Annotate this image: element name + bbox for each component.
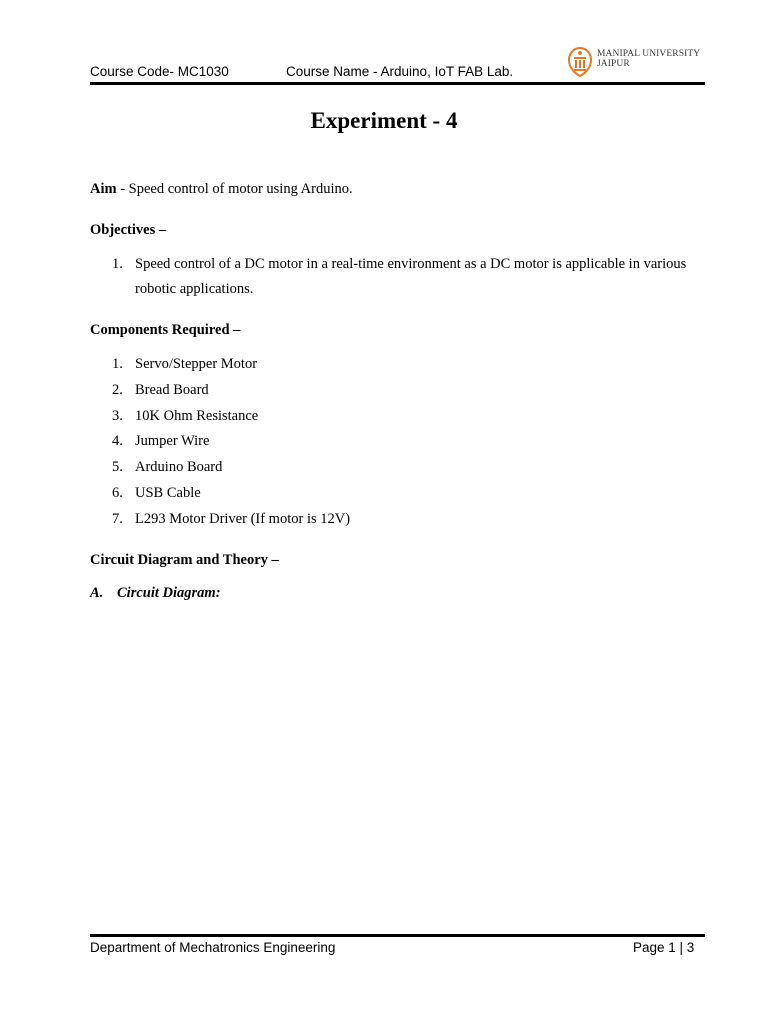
component-item	[112, 432, 209, 450]
component-item	[112, 355, 257, 373]
component-item	[112, 381, 209, 399]
component-item	[112, 458, 222, 476]
components-heading: Components Required –	[90, 322, 241, 338]
subheading-text: Circuit Diagram:	[117, 585, 221, 601]
objective-item	[112, 255, 686, 273]
aim-text: - Speed control of motor using Arduino.	[116, 181, 353, 197]
component-text: 10K Ohm Resistance	[135, 408, 259, 424]
component-text: Jumper Wire	[135, 433, 210, 449]
list-number: 1.	[112, 256, 123, 272]
objectives-heading: Objectives –	[90, 222, 167, 238]
list-number: 1.	[112, 356, 123, 372]
component-item	[112, 484, 201, 502]
component-text: USB Cable	[135, 485, 201, 501]
circuit-heading: Circuit Diagram and Theory –	[90, 552, 279, 568]
aim-label: Aim	[90, 181, 117, 197]
page-number: Page 1 | 3	[633, 940, 695, 955]
list-number: 4.	[112, 433, 123, 449]
list-number: 3.	[112, 408, 123, 424]
objective-text-line2: robotic applications.	[135, 281, 254, 297]
list-number: 7.	[112, 511, 123, 527]
list-number: 6.	[112, 485, 123, 501]
objective-text-line1: Speed control of a DC motor in a real-time environment as a DC motor is applicable in various	[135, 256, 687, 272]
component-text: L293 Motor Driver (If motor is 12V)	[135, 511, 351, 527]
university-name	[597, 49, 700, 69]
header-divider	[90, 82, 705, 85]
list-number: 2.	[112, 382, 123, 398]
component-item	[112, 510, 350, 528]
footer-divider	[90, 934, 705, 937]
course-name: Course Name - Arduino, IoT FAB Lab.	[286, 64, 514, 79]
course-code: Course Code- MC1030	[90, 64, 229, 79]
subheading-letter: A.	[90, 585, 104, 601]
footer-department: Department of Mechatronics Engineering	[90, 940, 336, 955]
component-item	[112, 407, 258, 425]
component-text: Bread Board	[135, 382, 209, 398]
page-header	[90, 44, 705, 86]
university-name-line1: MANIPAL UNIVERSITY	[597, 49, 701, 59]
aim-paragraph	[90, 180, 353, 198]
page-title: Experiment - 4	[310, 108, 458, 133]
university-name-line2: JAIPUR	[597, 59, 630, 69]
university-logo	[566, 46, 706, 80]
component-text: Arduino Board	[135, 459, 223, 475]
component-text: Servo/Stepper Motor	[135, 356, 258, 372]
circuit-subheading	[90, 585, 221, 602]
list-number: 5.	[112, 459, 123, 475]
university-emblem-icon	[566, 46, 594, 78]
